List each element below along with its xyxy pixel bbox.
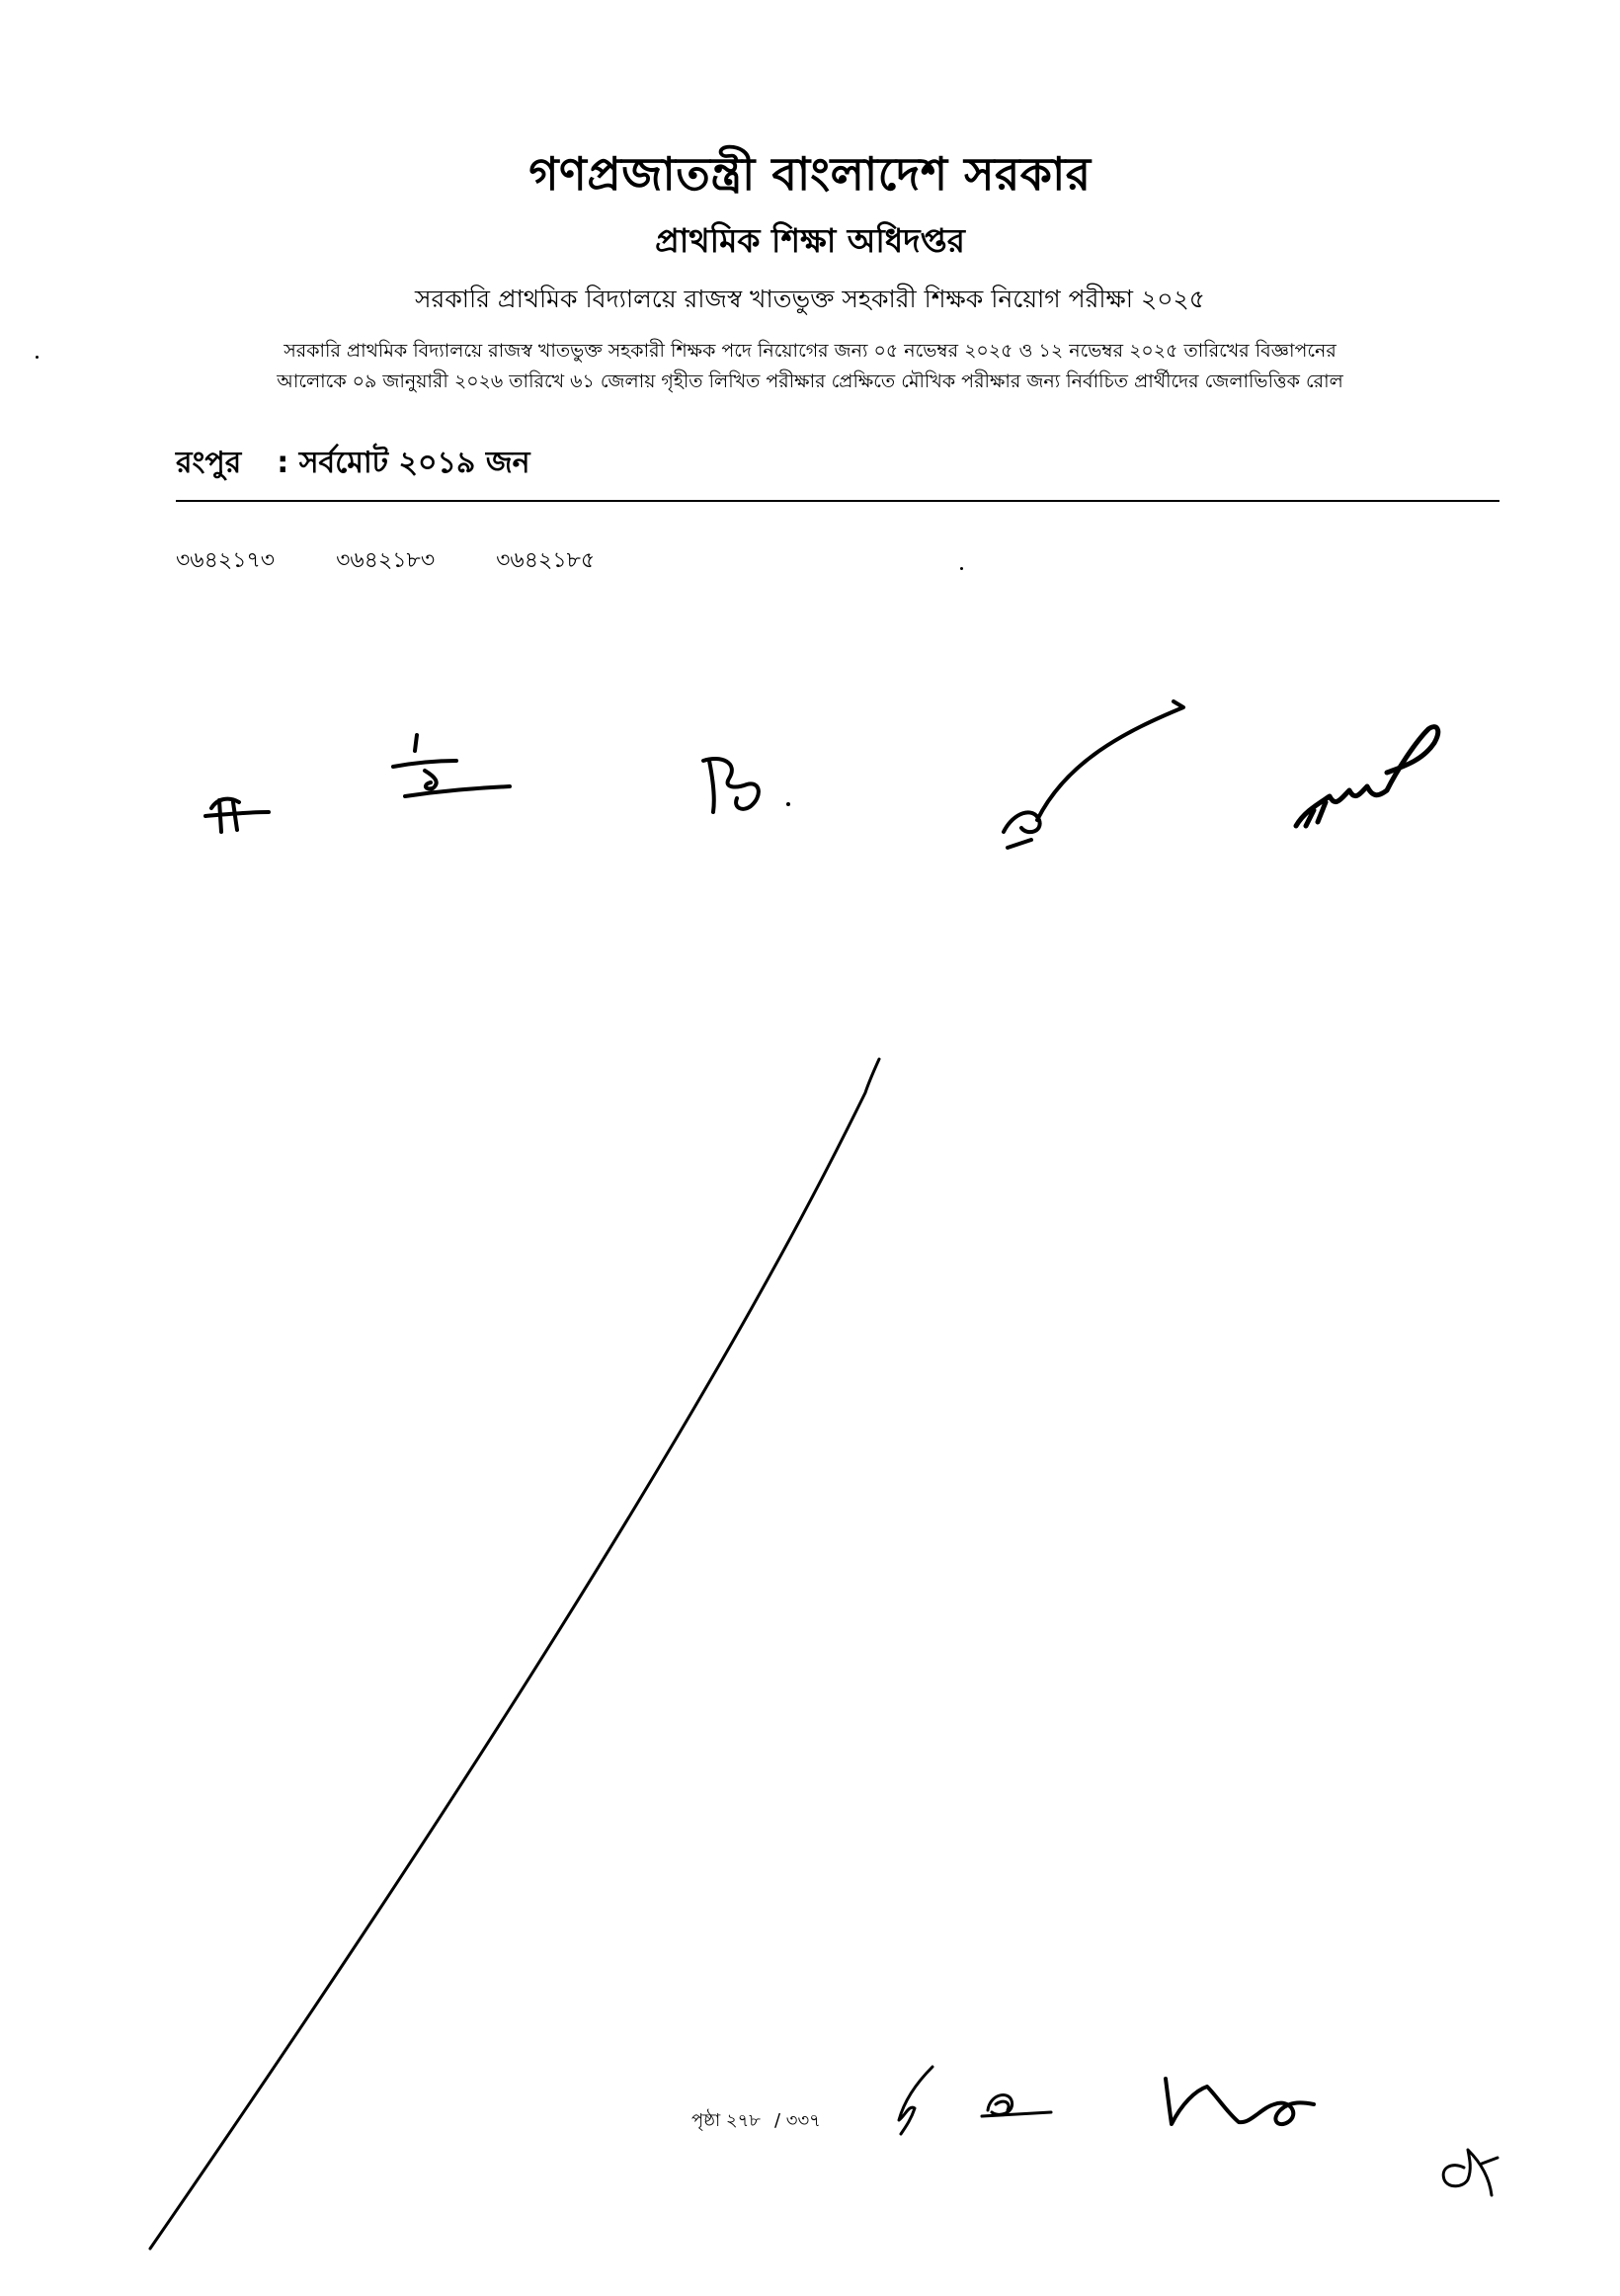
- district-name: রংপুর: [176, 446, 242, 480]
- page-number: [691, 2106, 821, 2137]
- district-total: : সর্বমোট ২০১৯ জন: [277, 446, 530, 480]
- signature-5: [1296, 727, 1438, 826]
- signature-3: [703, 759, 790, 812]
- page-total: / ৩৩৭: [773, 2110, 821, 2131]
- footer-signature-4: [1443, 2150, 1498, 2195]
- exam-title: সরকারি প্রাথমিক বিদ্যালয়ে রাজস্ব খাতভুক্ত সহকারী শিক্ষক নিয়োগ পরীক্ষা ২০২৫: [415, 285, 1205, 313]
- roll-number: ৩৬৪২১৮৩: [336, 548, 436, 573]
- notice-line-1: সরকারি প্রাথমিক বিদ্যালয়ে রাজস্ব খাতভুক্ত সহকারী শিক্ষক পদে নিয়োগের জন্য ০৫ নভেম্বর ২০২৫ ও ১২ নভেম্বর ২০২৫ তারিখের বিজ্ঞাপনের: [284, 340, 1336, 362]
- department-title: প্রাথমিক শিক্ষা অধিদপ্তর: [655, 221, 965, 260]
- signature-4: [1004, 701, 1183, 848]
- signature-2: [393, 735, 510, 796]
- notice-line-2: আলোকে ০৯ জানুয়ারী ২০২৬ তারিখে ৬১ জেলায় গৃহীত লিখিত পরীক্ষার প্রেক্ষিতে মৌখিক পরীক্ষার জন্য নির্বাচিত প্রার্থীদের জেলাভিত্তিক রোল: [277, 370, 1343, 392]
- government-title: গণপ্রজাতন্ত্রী বাংলাদেশ সরকার: [528, 147, 1092, 201]
- roll-number: ৩৬৪২১৮৫: [496, 548, 596, 573]
- signature-1: [205, 799, 269, 832]
- roll-number: ৩৬৪২১৭৩: [176, 548, 276, 573]
- footer-signature-1: [899, 2067, 932, 2134]
- strike-line: [150, 1059, 879, 2249]
- footer-signature-2: [982, 2095, 1051, 2116]
- page-label: পৃষ্ঠা ২৭৮: [691, 2110, 761, 2131]
- footer-signature-3: [1166, 2079, 1314, 2124]
